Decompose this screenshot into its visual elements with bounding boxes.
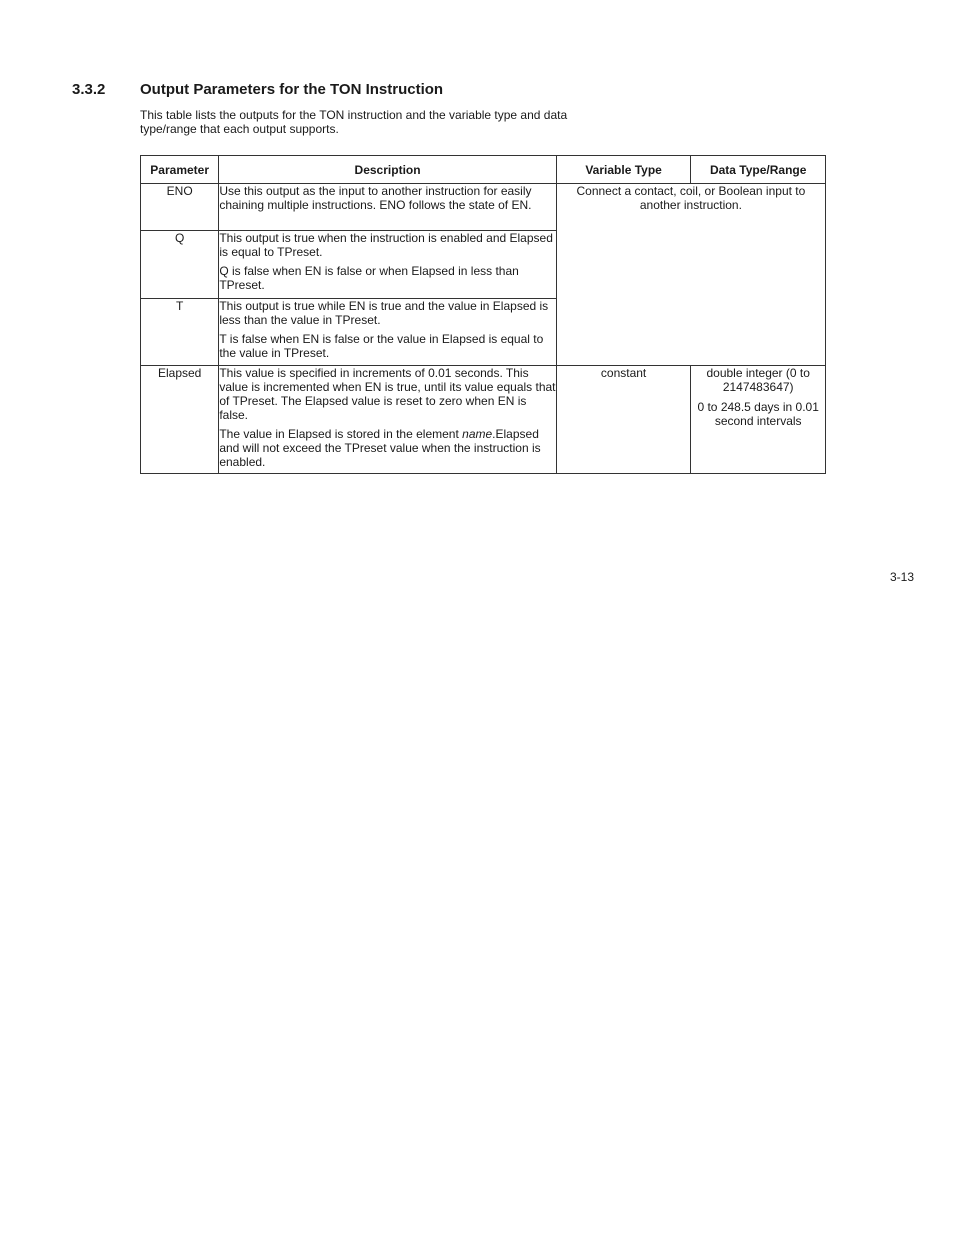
desc-q-text-2: Q is false when EN is false or when Elapsed in less than TPreset.	[219, 264, 519, 292]
header-variable-type: Variable Type	[556, 156, 691, 184]
header-parameter: Parameter	[141, 156, 219, 184]
section-heading	[72, 81, 443, 98]
data-type-elapsed-2: 0 to 248.5 days in 0.01 second intervals	[697, 400, 819, 428]
param-elapsed: Elapsed	[141, 366, 219, 474]
header-data-type: Data Type/Range	[691, 156, 826, 184]
intro-paragraph: This table lists the outputs for the TON instruction and the variable type and data type/range that each output supports.	[140, 108, 568, 136]
desc-t-text-2: T is false when EN is false or the value in Elapsed is equal to the value in TPreset.	[219, 332, 544, 360]
desc-elapsed-text-1: This value is specified in increments of 0.01 seconds. This value is incremented when EN is true, until its value equals that of TPreset. The Elapsed value is reset to zero when EN is false.	[219, 366, 556, 422]
desc-t-text-1: This output is true while EN is true and the value in Elapsed is less than the value in TPreset.	[219, 299, 549, 327]
desc-t	[219, 299, 556, 366]
output-parameters-table	[140, 155, 826, 474]
desc-q-text-1: This output is true when the instruction is enabled and Elapsed is equal to TPreset.	[219, 231, 553, 259]
shared-variable-type: Connect a contact, coil, or Boolean input to another instruction.	[556, 184, 825, 366]
desc-eno-text: Use this output as the input to another instruction for easily chaining multiple instructions. ENO follows the state of EN.	[219, 184, 532, 212]
data-type-elapsed	[691, 366, 826, 474]
section-title: Output Parameters for the TON Instruction	[140, 81, 444, 98]
data-type-elapsed-1: double integer (0 to 2147483647)	[706, 366, 810, 394]
desc-elapsed-lead: The value in Elapsed is stored in the element	[219, 427, 463, 441]
param-eno: ENO	[141, 184, 219, 231]
desc-elapsed-text-2	[219, 427, 555, 469]
desc-eno	[219, 184, 556, 231]
table-row-elapsed	[141, 366, 826, 474]
desc-elapsed-italic: name	[462, 427, 493, 441]
section-number: 3.3.2	[72, 81, 106, 98]
table-header-row	[141, 156, 826, 184]
desc-elapsed	[219, 366, 556, 474]
page-number: 3-13	[889, 570, 914, 584]
desc-q	[219, 231, 556, 299]
var-type-elapsed: constant	[556, 366, 691, 474]
table-row-eno	[141, 184, 826, 231]
param-t: T	[141, 299, 219, 366]
header-description: Description	[219, 156, 556, 184]
desc-elapsed-rest: .Elapsed and will not exceed the TPreset value when the instruction is enabled.	[219, 427, 541, 469]
param-q: Q	[141, 231, 219, 299]
